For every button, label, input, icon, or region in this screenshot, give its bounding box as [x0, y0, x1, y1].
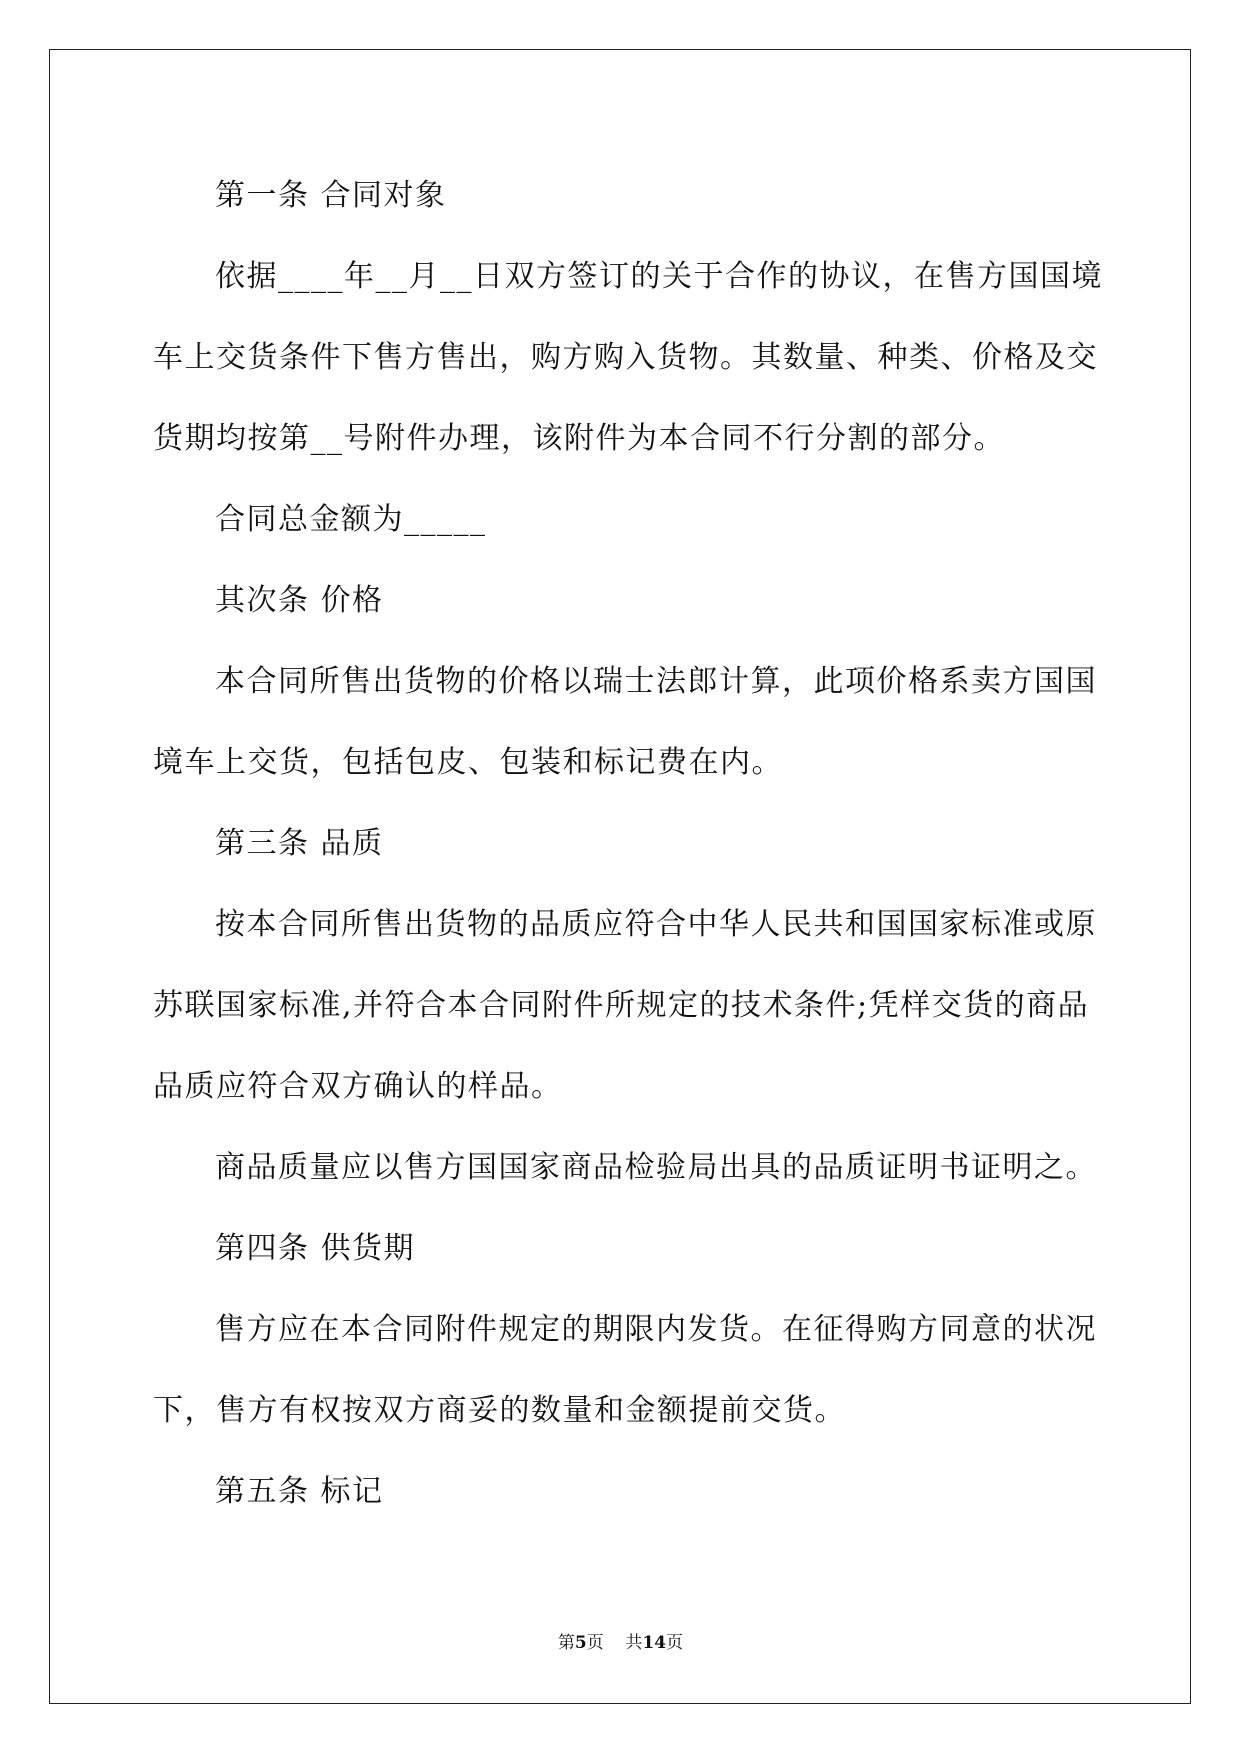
- paragraph-line: 品质应符合双方确认的样品。: [153, 1069, 563, 1104]
- article-4-heading: 第四条 供货期: [215, 1231, 416, 1266]
- page-suffix: 页: [586, 1633, 604, 1653]
- paragraph-line: 本合同所售出货物的价格以瑞士法郎计算，此项价格系卖方国国: [215, 664, 1097, 699]
- total-prefix: 共: [625, 1633, 643, 1653]
- paragraph-line: 商品质量应以售方国国家商品检验局出具的品质证明书证明之。: [215, 1150, 1097, 1185]
- article-3-heading: 第三条 品质: [215, 826, 384, 861]
- paragraph-line: 合同总金额为_____: [215, 502, 487, 537]
- document-body: [153, 155, 1103, 1532]
- paragraph-line: 苏联国家标准,并符合本合同附件所规定的技术条件;凭样交货的商品: [153, 988, 1090, 1023]
- page-number: 5: [574, 1633, 587, 1653]
- paragraph-line: 按本合同所售出货物的品质应符合中华人民共和国国家标准或原: [215, 907, 1097, 942]
- total-suffix: 页: [666, 1633, 684, 1653]
- paragraph-line: 车上交货条件下售方售出，购方购入货物。其数量、种类、价格及交: [153, 340, 1098, 375]
- page-prefix: 第: [557, 1633, 575, 1653]
- paragraph-line: 货期均按第__号附件办理，该附件为本合同不行分割的部分。: [153, 421, 1005, 456]
- paragraph-line: 境车上交货，包括包皮、包装和标记费在内。: [153, 745, 783, 780]
- article-2-heading: 其次条 价格: [215, 583, 384, 618]
- paragraph-line: 依据____年__月__日双方签订的关于合作的协议，在售方国国境: [215, 259, 1103, 294]
- paragraph-line: 售方应在本合同附件规定的期限内发货。在征得购方同意的状况: [215, 1312, 1097, 1347]
- article-1-heading: 第一条 合同对象: [215, 178, 447, 213]
- article-5-heading: 第五条 标记: [215, 1474, 384, 1509]
- paragraph-line: 下，售方有权按双方商妥的数量和金额提前交货。: [153, 1393, 846, 1428]
- page-footer: [0, 1632, 1241, 1654]
- total-pages: 14: [642, 1633, 667, 1653]
